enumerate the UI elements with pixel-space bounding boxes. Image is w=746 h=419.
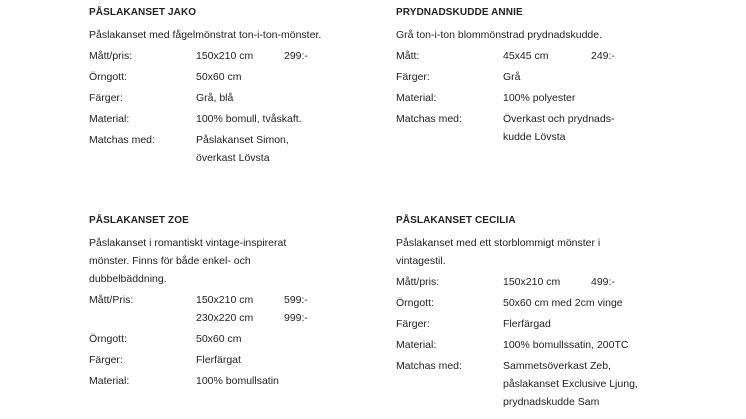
spec-value: 50x60 cm med 2cm vinge [503,297,623,309]
spec-label: Färger: [89,92,123,104]
product-title: PÅSLAKANSET JAKO [89,7,197,18]
spec-value: Påslakanset Simon, [196,134,289,146]
spec-value-line [196,330,379,348]
spec-values [196,47,379,65]
product-block-zoe [89,215,379,393]
spec-price: 299:- [284,50,308,62]
spec-values [503,273,696,291]
spec-value-line [503,336,696,354]
spec-value: 100% bomull, tvåskaft. [196,113,302,125]
spec-label: Mått: [396,50,420,62]
product-description: Grå ton-i-ton blommönstrad prydnadskudde. [396,29,603,41]
spec-value: 150x210 cm [196,294,254,306]
spec-value: Sammetsöverkast Zeb, [503,360,611,372]
spec-label: Mått/pris: [396,276,440,288]
spec-value: överkast Lövsta [196,152,270,164]
spec-row [396,273,696,291]
spec-row [396,110,696,146]
spec-row [396,68,696,86]
spec-value-line [196,149,379,167]
spec-value: påslakanset Exclusive Ljung, [503,378,638,390]
spec-value: Överkast och prydnads- [503,113,615,125]
spec-values [503,47,696,65]
spec-row [89,291,379,327]
spec-value-line [196,110,379,128]
spec-value-line [196,131,379,149]
spec-row [89,47,379,65]
spec-value: 150x210 cm [196,50,254,62]
spec-price: 499:- [591,276,615,288]
spec-value: Grå, blå [196,92,234,104]
spec-values [503,68,696,86]
spec-value: kudde Lövsta [503,131,566,143]
spec-value-line [503,128,696,146]
spec-value-line [503,273,696,291]
spec-price: 999:- [284,312,308,324]
spec-value: 150x210 cm [503,276,561,288]
spec-row [89,68,379,86]
spec-label: Material: [89,113,130,125]
spec-value: 45x45 cm [503,50,549,62]
spec-values [196,110,379,128]
spec-label: Färger: [396,318,430,330]
spec-row [89,131,379,167]
spec-label: Örngott: [89,71,127,83]
spec-value-line [503,294,696,312]
spec-row [396,47,696,65]
spec-value-line [196,47,379,65]
spec-label: Matchas med: [396,360,462,372]
spec-row [89,330,379,348]
spec-value-line [503,357,696,375]
spec-label: Material: [396,339,437,351]
spec-label: Material: [89,375,130,387]
spec-value-line [503,110,696,128]
spec-label: Mått/Pris: [89,294,134,306]
spec-values [196,291,379,327]
product-block-annie [396,7,696,149]
spec-label: Örngott: [396,297,434,309]
spec-value: prydnadskudde Sam [503,396,600,408]
spec-row [396,336,696,354]
spec-value: 100% bomullssatin, 200TC [503,339,629,351]
spec-value-line [196,372,379,390]
spec-row [89,89,379,107]
spec-values [196,68,379,86]
spec-price: 249:- [591,50,615,62]
spec-row [396,315,696,333]
product-title: PÅSLAKANSET ZOE [89,215,189,226]
spec-value-line [196,68,379,86]
spec-row [89,372,379,390]
spec-values [503,357,696,411]
product-title: PÅSLAKANSET CECILIA [396,215,516,226]
spec-value: Flerfärgad [503,318,551,330]
spec-values [503,315,696,333]
spec-value-line [503,375,696,393]
spec-values [196,330,379,348]
spec-value-line [503,89,696,107]
spec-row [89,110,379,128]
spec-value: 50x60 cm [196,71,242,83]
spec-values [196,372,379,390]
product-description: Påslakanset i romantiskt vintage-inspirerat mönster. Finns för både enkel- och dubbelbäddning. [89,237,287,285]
spec-values [503,110,696,146]
product-description: Påslakanset med fågelmönstrat ton-i-ton-mönster. [89,29,322,41]
spec-values [503,89,696,107]
spec-value-line [196,309,379,327]
spec-value-line [503,315,696,333]
spec-values [503,336,696,354]
spec-label: Örngott: [89,333,127,345]
product-title: PRYDNADSKUDDE ANNIE [396,7,523,18]
spec-values [196,89,379,107]
spec-value-line [503,393,696,411]
product-block-jako [89,7,379,170]
spec-values [503,294,696,312]
product-block-cecilia [396,215,696,414]
spec-row [89,351,379,369]
spec-label: Material: [396,92,437,104]
spec-label: Matchas med: [396,113,462,125]
spec-value-line [503,47,696,65]
spec-value: 100% bomullsatin [196,375,279,387]
spec-values [196,351,379,369]
spec-label: Matchas med: [89,134,155,146]
spec-row [396,294,696,312]
spec-value: 230x220 cm [196,312,254,324]
spec-row [396,89,696,107]
spec-value: Grå [503,71,521,83]
spec-value: 50x60 cm [196,333,242,345]
product-description: Påslakanset med ett storblommigt mönster i vintagestil. [396,237,601,267]
spec-value: 100% polyester [503,92,576,104]
spec-row [396,357,696,411]
spec-price: 599:- [284,294,308,306]
spec-value-line [503,68,696,86]
spec-label: Färger: [396,71,430,83]
spec-label: Färger: [89,354,123,366]
spec-value-line [196,89,379,107]
spec-value-line [196,351,379,369]
spec-label: Mått/pris: [89,50,133,62]
spec-values [196,131,379,167]
spec-value: Flerfärgat [196,354,241,366]
spec-value-line [196,291,379,309]
